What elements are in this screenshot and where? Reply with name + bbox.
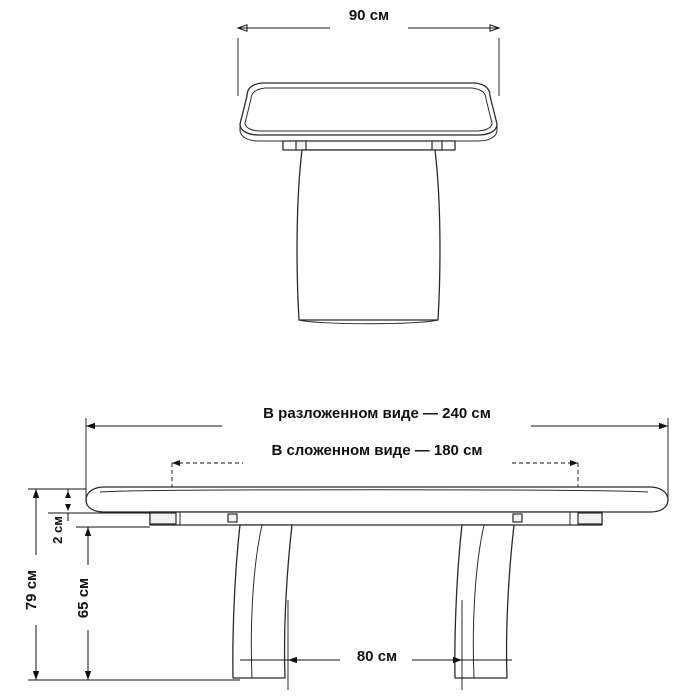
dimension-label-top-thickness-2: 2 см [50,516,65,544]
table-top-front [86,487,668,512]
dimension-label-width-90: 90 см [348,7,390,24]
table-apron-front [150,512,602,525]
dimension-label-unfolded-240: В разложенном виде — 240 см [263,405,491,422]
dimension-label-height-65: 65 см [75,577,92,619]
dimension-label-base-80: 80 см [356,648,398,665]
table-top-surface [240,83,497,141]
table-apron [283,141,455,150]
front-view-group [23,405,668,690]
table-pedestal-top-view [297,150,440,324]
dimension-height-65 [75,527,150,680]
dimension-label-height-79: 79 см [23,569,40,611]
dimension-label-folded-180: В сложенном виде — 180 см [271,442,483,459]
top-view-group [238,7,499,324]
